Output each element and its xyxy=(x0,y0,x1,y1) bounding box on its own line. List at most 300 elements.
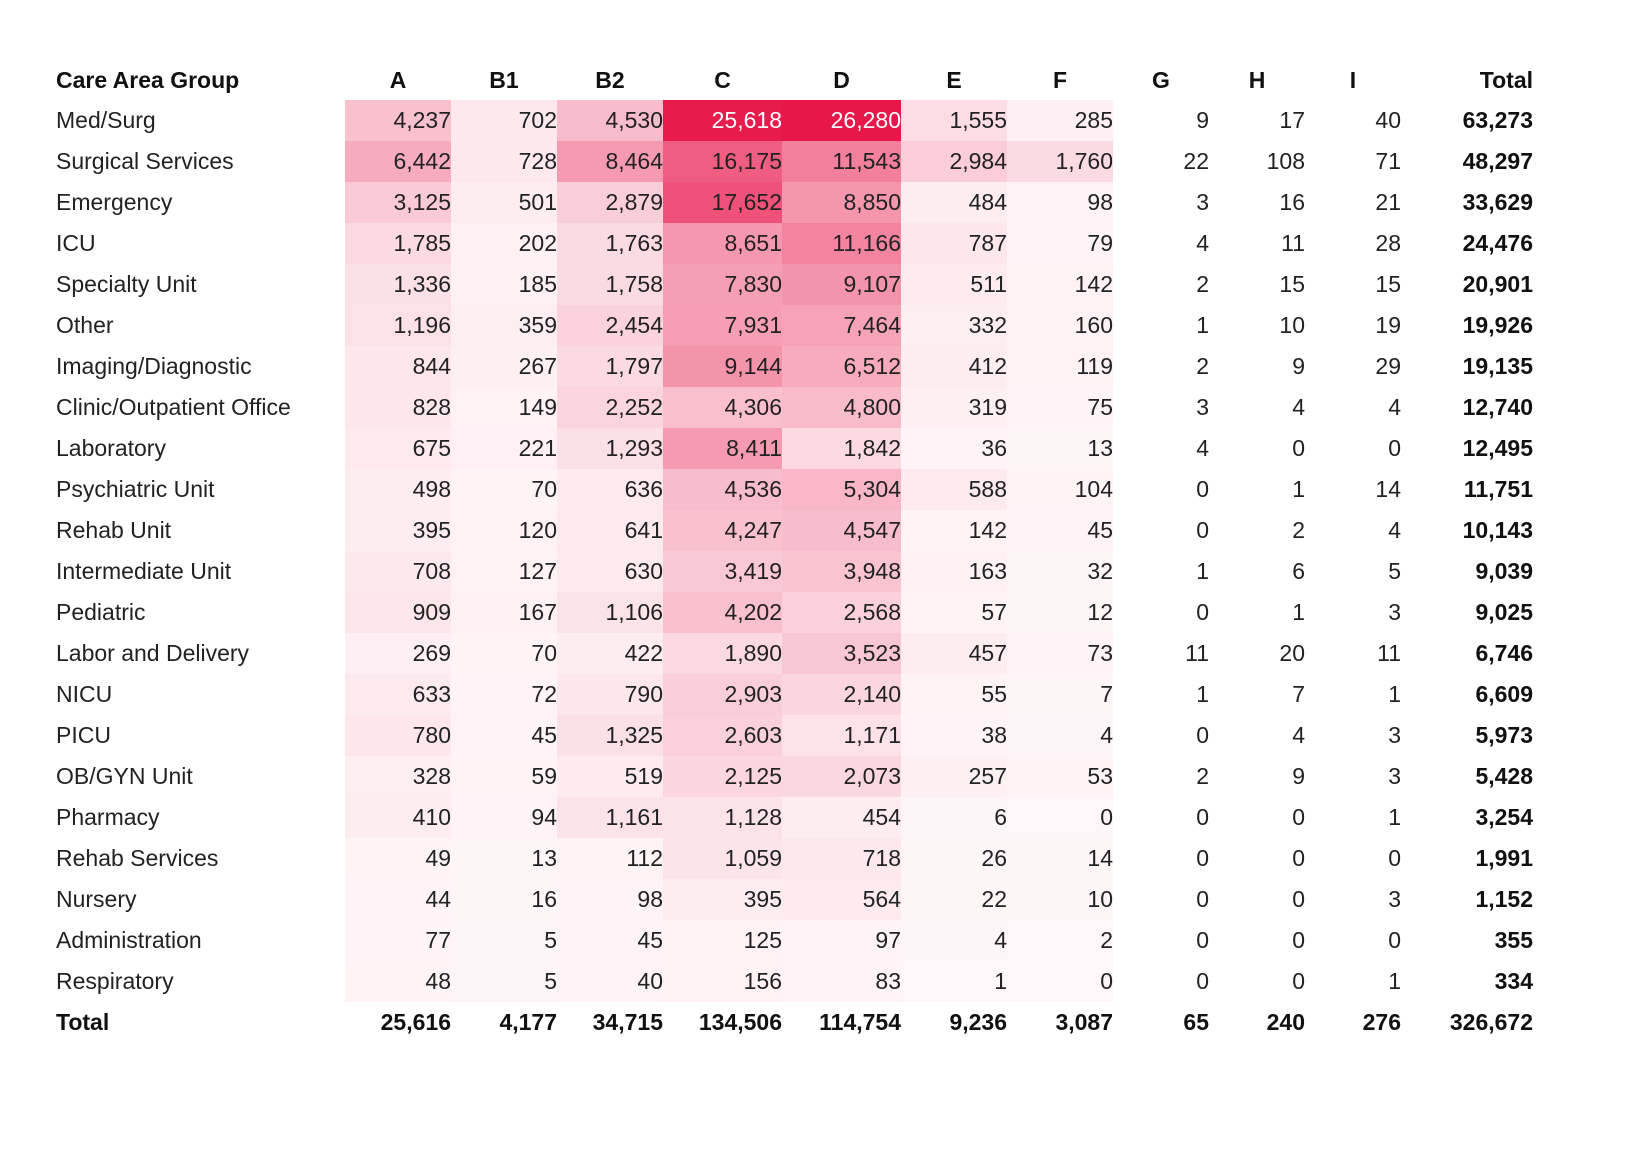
heatmap-cell: 7,830 xyxy=(663,264,782,305)
row-label: Laboratory xyxy=(56,435,166,461)
heatmap-cell: 77 xyxy=(345,920,451,961)
heatmap-cell: 267 xyxy=(451,346,557,387)
heatmap-cell: 17,652 xyxy=(663,182,782,223)
heatmap-cell: 2,568 xyxy=(782,592,901,633)
heatmap-cell: 588 xyxy=(901,469,1007,510)
heatmap-cell: 0 xyxy=(1388,927,1401,953)
heatmap-cell: 1 xyxy=(1388,968,1401,994)
heatmap-cell: 1,797 xyxy=(557,346,663,387)
header-row xyxy=(56,60,1533,100)
heatmap-cell: 4,800 xyxy=(782,387,901,428)
row-total: 12,495 xyxy=(1462,435,1533,461)
heatmap-cell: 4 xyxy=(901,920,1007,961)
heatmap-cell: 26 xyxy=(901,838,1007,879)
heatmap-cell: 12 xyxy=(1007,592,1113,633)
heatmap-cell: 1,128 xyxy=(663,797,782,838)
heatmap-cell: 221 xyxy=(451,428,557,469)
column-total: 276 xyxy=(1362,1009,1401,1035)
heatmap-cell: 0 xyxy=(1196,886,1209,912)
heatmap-cell: 909 xyxy=(345,592,451,633)
heatmap-cell: 1 xyxy=(1196,312,1209,338)
heatmap-cell: 79 xyxy=(1007,223,1113,264)
heatmap-cell: 45 xyxy=(451,715,557,756)
heatmap-cell: 1 xyxy=(1196,681,1209,707)
heatmap-cell: 1,293 xyxy=(557,428,663,469)
column-total: 9,236 xyxy=(949,1009,1007,1035)
row-total: 24,476 xyxy=(1462,230,1533,256)
table-row xyxy=(56,715,1533,756)
heatmap-cell: 0 xyxy=(1196,968,1209,994)
heatmap-cell: 70 xyxy=(451,469,557,510)
totals-row xyxy=(56,1002,1533,1043)
heatmap-cell: 6,512 xyxy=(782,346,901,387)
heatmap-cell: 40 xyxy=(557,961,663,1002)
row-total: 12,740 xyxy=(1462,394,1533,420)
totals-label: Total xyxy=(56,1009,110,1035)
table-row xyxy=(56,592,1533,633)
row-label: Labor and Delivery xyxy=(56,640,250,666)
heatmap-cell: 97 xyxy=(782,920,901,961)
heatmap-cell: 257 xyxy=(901,756,1007,797)
heatmap-cell: 0 xyxy=(1196,804,1209,830)
heatmap-cell: 5,304 xyxy=(782,469,901,510)
heatmap-cell: 0 xyxy=(1388,845,1401,871)
heatmap-cell: 2,603 xyxy=(663,715,782,756)
table-row xyxy=(56,510,1533,551)
heatmap-cell: 412 xyxy=(901,346,1007,387)
heatmap-cell: 780 xyxy=(345,715,451,756)
heatmap-cell: 3,948 xyxy=(782,551,901,592)
heatmap-cell: 1,161 xyxy=(557,797,663,838)
heatmap-cell: 564 xyxy=(782,879,901,920)
heatmap-body xyxy=(56,100,1533,1043)
row-label: Specialty Unit xyxy=(56,271,197,297)
heatmap-cell: 4 xyxy=(1292,394,1305,420)
heatmap-cell: 636 xyxy=(557,469,663,510)
column-header-total: Total xyxy=(1479,66,1533,93)
heatmap-cell: 5 xyxy=(451,961,557,1002)
heatmap-cell: 0 xyxy=(1292,927,1305,953)
heatmap-cell: 2,454 xyxy=(557,305,663,346)
heatmap-cell: 104 xyxy=(1007,469,1113,510)
heatmap-cell: 702 xyxy=(451,100,557,141)
heatmap-cell: 112 xyxy=(557,838,663,879)
row-total: 355 xyxy=(1494,927,1533,953)
heatmap-cell: 8,464 xyxy=(557,141,663,182)
row-total: 334 xyxy=(1494,968,1533,994)
heatmap-cell: 0 xyxy=(1292,845,1305,871)
heatmap-cell: 160 xyxy=(1007,305,1113,346)
heatmap-cell: 20 xyxy=(1279,640,1305,666)
row-label: NICU xyxy=(56,681,113,707)
heatmap-cell: 2,140 xyxy=(782,674,901,715)
heatmap-cell: 14 xyxy=(1007,838,1113,879)
heatmap-cell: 0 xyxy=(1196,476,1209,502)
table-row xyxy=(56,264,1533,305)
heatmap-cell: 2,879 xyxy=(557,182,663,223)
heatmap-cell: 21 xyxy=(1375,189,1401,215)
row-label: Other xyxy=(56,312,114,338)
heatmap-cell: 53 xyxy=(1007,756,1113,797)
column-header-c: C xyxy=(714,66,731,93)
heatmap-cell: 71 xyxy=(1375,148,1401,174)
heatmap-cell: 2,903 xyxy=(663,674,782,715)
heatmap-cell: 0 xyxy=(1292,886,1305,912)
heatmap-cell: 285 xyxy=(1007,100,1113,141)
table-row xyxy=(56,469,1533,510)
column-header-h: H xyxy=(1248,66,1266,93)
heatmap-cell: 675 xyxy=(345,428,451,469)
heatmap-cell: 1 xyxy=(1196,558,1209,584)
grand-total: 326,672 xyxy=(1449,1009,1533,1035)
heatmap-cell: 3 xyxy=(1196,394,1209,420)
table-row xyxy=(56,797,1533,838)
row-label: ICU xyxy=(56,230,96,256)
heatmap-cell: 4,530 xyxy=(557,100,663,141)
heatmap-cell: 633 xyxy=(345,674,451,715)
heatmap-cell: 11 xyxy=(1377,640,1401,666)
heatmap-cell: 142 xyxy=(1007,264,1113,305)
heatmap-cell: 19 xyxy=(1375,312,1401,338)
heatmap-cell: 22 xyxy=(1183,148,1209,174)
heatmap-cell: 4 xyxy=(1196,230,1209,256)
row-label: Med/Surg xyxy=(56,107,156,133)
column-header-d: D xyxy=(833,66,850,93)
heatmap-cell: 718 xyxy=(782,838,901,879)
table-row xyxy=(56,223,1533,264)
heatmap-cell: 395 xyxy=(345,510,451,551)
heatmap-cell: 269 xyxy=(345,633,451,674)
heatmap-cell: 2 xyxy=(1292,517,1305,543)
heatmap-cell: 9 xyxy=(1196,107,1209,133)
heatmap-cell: 2,073 xyxy=(782,756,901,797)
heatmap-cell: 1 xyxy=(1292,476,1305,502)
heatmap-cell: 0 xyxy=(1292,968,1305,994)
table-row xyxy=(56,551,1533,592)
column-header-b1: B1 xyxy=(489,66,519,93)
heatmap-cell: 57 xyxy=(901,592,1007,633)
heatmap-cell: 457 xyxy=(901,633,1007,674)
heatmap-cell: 0 xyxy=(1292,435,1305,461)
heatmap-cell: 149 xyxy=(451,387,557,428)
heatmap-cell: 2 xyxy=(1007,920,1113,961)
heatmap-cell: 38 xyxy=(901,715,1007,756)
heatmap-cell: 3 xyxy=(1196,189,1209,215)
heatmap-cell: 0 xyxy=(1196,517,1209,543)
heatmap-cell: 0 xyxy=(1388,435,1401,461)
heatmap-cell: 4,306 xyxy=(663,387,782,428)
column-total: 34,715 xyxy=(592,1009,663,1035)
heatmap-cell: 519 xyxy=(557,756,663,797)
heatmap-cell: 75 xyxy=(1007,387,1113,428)
heatmap-cell: 395 xyxy=(663,879,782,920)
heatmap-cell: 1,760 xyxy=(1007,141,1113,182)
heatmap-cell: 4 xyxy=(1388,394,1401,420)
heatmap-cell: 202 xyxy=(451,223,557,264)
heatmap-cell: 1,842 xyxy=(782,428,901,469)
row-label: Pediatric xyxy=(56,599,146,625)
heatmap-cell: 48 xyxy=(345,961,451,1002)
heatmap-cell: 26,280 xyxy=(782,100,901,141)
heatmap-cell: 498 xyxy=(345,469,451,510)
table-row xyxy=(56,879,1533,920)
heatmap-cell: 1,785 xyxy=(345,223,451,264)
heatmap-table xyxy=(56,60,1533,1043)
heatmap-cell: 4,247 xyxy=(663,510,782,551)
column-header-i: I xyxy=(1349,66,1357,93)
heatmap-cell: 511 xyxy=(901,264,1007,305)
row-total: 63,273 xyxy=(1462,107,1533,133)
heatmap-cell: 36 xyxy=(901,428,1007,469)
heatmap-cell: 6 xyxy=(901,797,1007,838)
heatmap-cell: 98 xyxy=(557,879,663,920)
heatmap-cell: 1 xyxy=(1388,681,1401,707)
heatmap-cell: 156 xyxy=(663,961,782,1002)
row-total: 10,143 xyxy=(1462,517,1533,543)
heatmap-cell: 10 xyxy=(1007,879,1113,920)
heatmap-cell: 59 xyxy=(451,756,557,797)
heatmap-cell: 0 xyxy=(1196,845,1209,871)
heatmap-cell: 410 xyxy=(345,797,451,838)
heatmap-cell: 22 xyxy=(901,879,1007,920)
heatmap-cell: 828 xyxy=(345,387,451,428)
heatmap-cell: 4 xyxy=(1007,715,1113,756)
heatmap-cell: 9,144 xyxy=(663,346,782,387)
row-total: 9,039 xyxy=(1475,558,1533,584)
heatmap-cell: 7,931 xyxy=(663,305,782,346)
row-total: 6,746 xyxy=(1475,640,1533,666)
heatmap-cell: 15 xyxy=(1279,271,1305,297)
row-total: 11,751 xyxy=(1463,476,1533,502)
heatmap-cell: 15 xyxy=(1375,271,1401,297)
heatmap-cell: 6,442 xyxy=(345,141,451,182)
table-row xyxy=(56,346,1533,387)
row-total: 5,973 xyxy=(1475,722,1533,748)
row-total: 19,135 xyxy=(1462,353,1533,379)
row-total: 20,901 xyxy=(1462,271,1533,297)
heatmap-cell: 163 xyxy=(901,551,1007,592)
heatmap-cell: 0 xyxy=(1196,599,1209,625)
heatmap-cell: 142 xyxy=(901,510,1007,551)
heatmap-cell: 2,984 xyxy=(901,141,1007,182)
heatmap-cell: 728 xyxy=(451,141,557,182)
column-total: 240 xyxy=(1266,1009,1305,1035)
heatmap-cell: 13 xyxy=(1007,428,1113,469)
heatmap-cell: 13 xyxy=(451,838,557,879)
heatmap-cell: 484 xyxy=(901,182,1007,223)
corner-label: Care Area Group xyxy=(56,66,240,93)
heatmap-cell: 4 xyxy=(1196,435,1209,461)
heatmap-cell: 1 xyxy=(901,961,1007,1002)
table-row xyxy=(56,756,1533,797)
heatmap-cell: 3 xyxy=(1388,886,1401,912)
row-label: Emergency xyxy=(56,189,173,215)
heatmap-cell: 1,325 xyxy=(557,715,663,756)
heatmap-cell: 641 xyxy=(557,510,663,551)
heatmap-cell: 11 xyxy=(1281,230,1305,256)
column-header-g: G xyxy=(1152,66,1170,93)
row-label: Nursery xyxy=(56,886,137,912)
row-label: Imaging/Diagnostic xyxy=(56,353,252,379)
heatmap-cell: 11,543 xyxy=(782,141,901,182)
heatmap-cell: 328 xyxy=(345,756,451,797)
row-total: 48,297 xyxy=(1462,148,1533,174)
table-row xyxy=(56,100,1533,141)
heatmap-cell: 630 xyxy=(557,551,663,592)
heatmap-cell: 16,175 xyxy=(663,141,782,182)
heatmap-cell: 844 xyxy=(345,346,451,387)
table-row xyxy=(56,633,1533,674)
heatmap-cell: 3,523 xyxy=(782,633,901,674)
heatmap-cell: 17 xyxy=(1279,107,1305,133)
row-label: Pharmacy xyxy=(56,804,160,830)
column-total: 3,087 xyxy=(1055,1009,1113,1035)
heatmap-cell: 44 xyxy=(345,879,451,920)
heatmap-cell: 4 xyxy=(1292,722,1305,748)
heatmap-cell: 1 xyxy=(1292,599,1305,625)
table-row xyxy=(56,961,1533,1002)
row-total: 33,629 xyxy=(1462,189,1533,215)
heatmap-cell: 55 xyxy=(901,674,1007,715)
row-total: 6,609 xyxy=(1475,681,1533,707)
heatmap-cell: 73 xyxy=(1007,633,1113,674)
heatmap-cell: 98 xyxy=(1007,182,1113,223)
heatmap-cell: 4,536 xyxy=(663,469,782,510)
heatmap-cell: 70 xyxy=(451,633,557,674)
heatmap-cell: 2 xyxy=(1196,763,1209,789)
heatmap-cell: 185 xyxy=(451,264,557,305)
column-total: 114,754 xyxy=(819,1009,901,1035)
heatmap-cell: 359 xyxy=(451,305,557,346)
heatmap-cell: 167 xyxy=(451,592,557,633)
heatmap-cell: 454 xyxy=(782,797,901,838)
heatmap-cell: 9,107 xyxy=(782,264,901,305)
heatmap-cell: 0 xyxy=(1007,961,1113,1002)
row-label: Rehab Unit xyxy=(56,517,172,543)
row-total: 5,428 xyxy=(1475,763,1533,789)
heatmap-cell: 94 xyxy=(451,797,557,838)
table-row xyxy=(56,428,1533,469)
heatmap-cell: 4,237 xyxy=(345,100,451,141)
row-label: Psychiatric Unit xyxy=(56,476,215,502)
heatmap-cell: 1,196 xyxy=(345,305,451,346)
table-row xyxy=(56,838,1533,879)
heatmap-cell: 108 xyxy=(1266,148,1305,174)
table-row xyxy=(56,305,1533,346)
row-total: 1,152 xyxy=(1475,886,1533,912)
heatmap-cell: 40 xyxy=(1375,107,1401,133)
row-label: Intermediate Unit xyxy=(56,558,232,584)
heatmap-cell: 119 xyxy=(1007,346,1113,387)
heatmap-cell: 3 xyxy=(1388,599,1401,625)
heatmap-cell: 83 xyxy=(782,961,901,1002)
heatmap-cell: 332 xyxy=(901,305,1007,346)
heatmap-cell: 32 xyxy=(1007,551,1113,592)
heatmap-cell: 11,166 xyxy=(782,223,901,264)
heatmap-cell: 14 xyxy=(1375,476,1401,502)
heatmap-cell: 0 xyxy=(1196,927,1209,953)
heatmap-cell: 2,125 xyxy=(663,756,782,797)
row-total: 9,025 xyxy=(1475,599,1533,625)
heatmap-cell: 1,890 xyxy=(663,633,782,674)
table-row xyxy=(56,674,1533,715)
heatmap-cell: 2,252 xyxy=(557,387,663,428)
column-header-e: E xyxy=(946,66,962,93)
column-total: 65 xyxy=(1183,1009,1209,1035)
heatmap-cell: 49 xyxy=(345,838,451,879)
heatmap-cell: 1,555 xyxy=(901,100,1007,141)
heatmap-cell: 7 xyxy=(1007,674,1113,715)
heatmap-cell: 120 xyxy=(451,510,557,551)
row-label: Respiratory xyxy=(56,968,174,994)
column-total: 25,616 xyxy=(380,1009,451,1035)
heatmap-cell: 16 xyxy=(1279,189,1305,215)
column-total: 134,506 xyxy=(698,1009,782,1035)
heatmap-cell: 1,106 xyxy=(557,592,663,633)
heatmap-cell: 7,464 xyxy=(782,305,901,346)
row-total: 19,926 xyxy=(1462,312,1533,338)
heatmap-cell: 0 xyxy=(1007,797,1113,838)
heatmap-cell: 28 xyxy=(1375,230,1401,256)
heatmap-cell: 45 xyxy=(557,920,663,961)
heatmap-cell: 11 xyxy=(1185,640,1209,666)
heatmap-cell: 5 xyxy=(451,920,557,961)
heatmap-cell: 29 xyxy=(1375,353,1401,379)
heatmap-cell: 3 xyxy=(1388,722,1401,748)
heatmap-cell: 1,758 xyxy=(557,264,663,305)
heatmap-cell: 4 xyxy=(1388,517,1401,543)
table-row xyxy=(56,387,1533,428)
row-label: PICU xyxy=(56,722,111,748)
row-label: Surgical Services xyxy=(56,148,234,174)
table-row xyxy=(56,920,1533,961)
heatmap-cell: 1,059 xyxy=(663,838,782,879)
heatmap-cell: 9 xyxy=(1292,763,1305,789)
heatmap-cell: 2 xyxy=(1196,271,1209,297)
heatmap-cell: 0 xyxy=(1196,722,1209,748)
row-label: Clinic/Outpatient Office xyxy=(56,394,291,420)
heatmap-cell: 1,336 xyxy=(345,264,451,305)
heatmap-cell: 422 xyxy=(557,633,663,674)
row-label: Administration xyxy=(56,927,202,953)
heatmap-cell: 45 xyxy=(1007,510,1113,551)
heatmap-cell: 9 xyxy=(1292,353,1305,379)
row-label: Rehab Services xyxy=(56,845,219,871)
heatmap-cell: 708 xyxy=(345,551,451,592)
heatmap-cell: 10 xyxy=(1279,312,1305,338)
heatmap-cell: 4,202 xyxy=(663,592,782,633)
heatmap-cell: 16 xyxy=(451,879,557,920)
table-row xyxy=(56,141,1533,182)
heatmap-cell: 1,171 xyxy=(782,715,901,756)
heatmap-cell: 787 xyxy=(901,223,1007,264)
heatmap-cell: 8,411 xyxy=(663,428,782,469)
column-header-b2: B2 xyxy=(595,66,625,93)
heatmap-cell: 3 xyxy=(1388,763,1401,789)
heatmap-cell: 1,763 xyxy=(557,223,663,264)
heatmap-cell: 5 xyxy=(1388,558,1401,584)
heatmap-cell: 4,547 xyxy=(782,510,901,551)
heatmap-cell: 1 xyxy=(1388,804,1401,830)
heatmap-cell: 501 xyxy=(451,182,557,223)
heatmap-cell: 790 xyxy=(557,674,663,715)
row-total: 3,254 xyxy=(1475,804,1533,830)
row-total: 1,991 xyxy=(1475,845,1533,871)
heatmap-cell: 3,125 xyxy=(345,182,451,223)
heatmap-cell: 319 xyxy=(901,387,1007,428)
column-header-f: F xyxy=(1052,66,1068,93)
heatmap-cell: 72 xyxy=(451,674,557,715)
